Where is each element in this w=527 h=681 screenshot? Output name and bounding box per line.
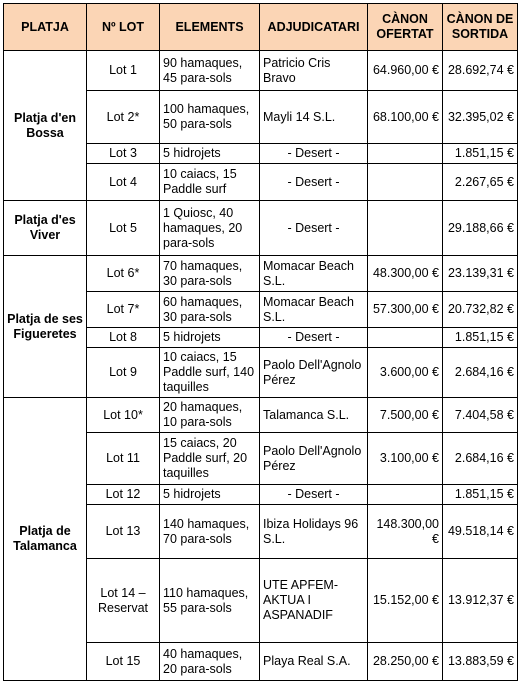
canon-sortida-cell: 13.883,59 € xyxy=(443,643,518,681)
canon-ofertat-cell xyxy=(368,485,443,505)
elements-cell: 70 hamaques, 30 para-sols xyxy=(160,256,260,292)
canon-sortida-cell: 29.188,66 € xyxy=(443,201,518,256)
elements-cell: 1 Quiosc, 40 hamaques, 20 para-sols xyxy=(160,201,260,256)
lot-cell: Lot 5 xyxy=(87,201,160,256)
lot-cell: Lot 10* xyxy=(87,398,160,433)
elements-cell: 5 hidrojets xyxy=(160,144,260,164)
canon-sortida-cell: 28.692,74 € xyxy=(443,51,518,91)
table-row xyxy=(4,51,518,91)
canon-sortida-cell: 2.684,16 € xyxy=(443,433,518,485)
platja-cell: Platja d'es Viver xyxy=(4,201,87,256)
adjudicatari-cell: - Desert - xyxy=(260,201,368,256)
canon-sortida-cell: 2.684,16 € xyxy=(443,348,518,398)
lot-cell: Lot 3 xyxy=(87,144,160,164)
adjudicatari-cell: Ibiza Holidays 96 S.L. xyxy=(260,505,368,559)
table-row xyxy=(4,201,518,256)
adjudicatari-cell: Patricio Cris Bravo xyxy=(260,51,368,91)
lot-cell: Lot 7* xyxy=(87,292,160,328)
header-row xyxy=(4,4,518,51)
header-canon-sortida: CÀNON DE SORTIDA xyxy=(443,4,518,51)
canon-sortida-cell: 49.518,14 € xyxy=(443,505,518,559)
adjudicatari-cell: Momacar Beach S.L. xyxy=(260,256,368,292)
platja-cell: Platja de Talamanca xyxy=(4,398,87,681)
table-row xyxy=(4,398,518,433)
canon-sortida-cell: 2.267,65 € xyxy=(443,164,518,201)
elements-cell: 140 hamaques, 70 para-sols xyxy=(160,505,260,559)
lot-cell: Lot 14 – Reservat xyxy=(87,559,160,643)
elements-cell: 5 hidrojets xyxy=(160,328,260,348)
adjudicatari-cell: Playa Real S.A. xyxy=(260,643,368,681)
adjudicatari-cell: Momacar Beach S.L. xyxy=(260,292,368,328)
adjudicatari-cell: Mayli 14 S.L. xyxy=(260,91,368,144)
canon-ofertat-cell xyxy=(368,201,443,256)
elements-cell: 5 hidrojets xyxy=(160,485,260,505)
adjudicatari-cell: Paolo Dell'Agnolo Pérez xyxy=(260,348,368,398)
table-row xyxy=(4,256,518,292)
canon-ofertat-cell: 57.300,00 € xyxy=(368,292,443,328)
header-adjudicatari: ADJUDICATARI xyxy=(260,4,368,51)
lot-cell: Lot 8 xyxy=(87,328,160,348)
elements-cell: 110 hamaques, 55 para-sols xyxy=(160,559,260,643)
canon-ofertat-cell: 68.100,00 € xyxy=(368,91,443,144)
lot-cell: Lot 11 xyxy=(87,433,160,485)
header-canon-ofertat: CÀNON OFERTAT xyxy=(368,4,443,51)
lot-cell: Lot 9 xyxy=(87,348,160,398)
canon-ofertat-cell: 64.960,00 € xyxy=(368,51,443,91)
header-platja: PLATJA xyxy=(4,4,87,51)
elements-cell: 40 hamaques, 20 para-sols xyxy=(160,643,260,681)
lots-table-container xyxy=(3,3,518,681)
canon-sortida-cell: 32.395,02 € xyxy=(443,91,518,144)
canon-ofertat-cell xyxy=(368,328,443,348)
canon-ofertat-cell xyxy=(368,144,443,164)
canon-sortida-cell: 1.851,15 € xyxy=(443,328,518,348)
lots-table xyxy=(3,3,518,681)
elements-cell: 10 caiacs, 15 Paddle surf xyxy=(160,164,260,201)
canon-ofertat-cell: 28.250,00 € xyxy=(368,643,443,681)
lot-cell: Lot 12 xyxy=(87,485,160,505)
elements-cell: 60 hamaques, 30 para-sols xyxy=(160,292,260,328)
lot-cell: Lot 4 xyxy=(87,164,160,201)
platja-cell: Platja de ses Figueretes xyxy=(4,256,87,398)
canon-ofertat-cell: 3.100,00 € xyxy=(368,433,443,485)
adjudicatari-cell: - Desert - xyxy=(260,485,368,505)
canon-sortida-cell: 23.139,31 € xyxy=(443,256,518,292)
canon-ofertat-cell: 7.500,00 € xyxy=(368,398,443,433)
canon-ofertat-cell: 148.300,00 € xyxy=(368,505,443,559)
canon-ofertat-cell: 48.300,00 € xyxy=(368,256,443,292)
canon-ofertat-cell: 3.600,00 € xyxy=(368,348,443,398)
adjudicatari-cell: UTE APFEM-AKTUA I ASPANADIF xyxy=(260,559,368,643)
lot-cell: Lot 6* xyxy=(87,256,160,292)
canon-sortida-cell: 13.912,37 € xyxy=(443,559,518,643)
elements-cell: 100 hamaques, 50 para-sols xyxy=(160,91,260,144)
platja-cell: Platja d'en Bossa xyxy=(4,51,87,201)
canon-ofertat-cell xyxy=(368,164,443,201)
canon-sortida-cell: 7.404,58 € xyxy=(443,398,518,433)
adjudicatari-cell: - Desert - xyxy=(260,164,368,201)
header-elements: ELEMENTS xyxy=(160,4,260,51)
lot-cell: Lot 15 xyxy=(87,643,160,681)
adjudicatari-cell: Talamanca S.L. xyxy=(260,398,368,433)
elements-cell: 15 caiacs, 20 Paddle surf, 20 taquilles xyxy=(160,433,260,485)
elements-cell: 90 hamaques, 45 para-sols xyxy=(160,51,260,91)
header-lot: Nº LOT xyxy=(87,4,160,51)
canon-sortida-cell: 1.851,15 € xyxy=(443,144,518,164)
lot-cell: Lot 13 xyxy=(87,505,160,559)
adjudicatari-cell: - Desert - xyxy=(260,144,368,164)
adjudicatari-cell: - Desert - xyxy=(260,328,368,348)
lot-cell: Lot 1 xyxy=(87,51,160,91)
canon-ofertat-cell: 15.152,00 € xyxy=(368,559,443,643)
lot-cell: Lot 2* xyxy=(87,91,160,144)
adjudicatari-cell: Paolo Dell'Agnolo Pérez xyxy=(260,433,368,485)
elements-cell: 20 hamaques, 10 para-sols xyxy=(160,398,260,433)
canon-sortida-cell: 20.732,82 € xyxy=(443,292,518,328)
canon-sortida-cell: 1.851,15 € xyxy=(443,485,518,505)
elements-cell: 10 caiacs, 15 Paddle surf, 140 taquilles xyxy=(160,348,260,398)
